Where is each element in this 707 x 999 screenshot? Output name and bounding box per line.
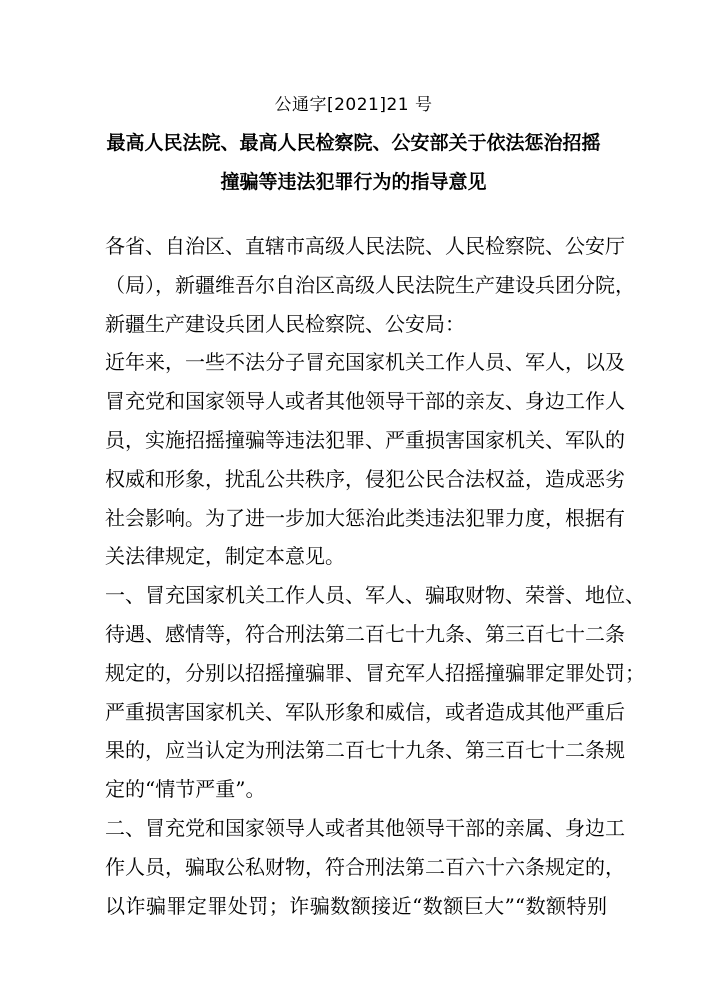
- body-line: 近年来，一些不法分子冒充国家机关工作人员、军人，以及: [105, 350, 625, 375]
- body-line: 作人员，骗取公私财物，符合刑法第二百六十六条规定的，: [105, 854, 625, 879]
- body-line: 果的，应当认定为刑法第二百七十九条、第三百七十二条规: [105, 738, 625, 763]
- body-line: 关法律规定，制定本意见。: [105, 544, 345, 569]
- body-line: （局），新疆维吾尔自治区高级人民法院生产建设兵团分院，: [105, 272, 635, 297]
- document-body: [105, 227, 645, 925]
- body-line: 冒充党和国家领导人或者其他领导干部的亲友、身边工作人: [105, 389, 625, 414]
- body-line: 定的“情节严重”。: [105, 777, 266, 802]
- body-line: 严重损害国家机关、军队形象和威信，或者造成其他严重后: [105, 699, 625, 724]
- body-line: 权威和形象，扰乱公共秩序，侵犯公民合法权益，造成恶劣: [105, 466, 625, 491]
- document-title-line-2: 撞骗等违法犯罪行为的指导意见: [220, 171, 487, 193]
- body-line: 二、冒充党和国家领导人或者其他领导干部的亲属、身边工: [105, 815, 625, 840]
- body-line: 社会影响。为了进一步加大惩治此类违法犯罪力度，根据有: [105, 505, 625, 530]
- body-line: 各省、自治区、直辖市高级人民法院、人民检察院、公安厅: [105, 234, 625, 258]
- document-number: 公通字[2021]21 号: [274, 95, 433, 115]
- body-line: 以诈骗罪定罪处罚；诈骗数额接近“数额巨大”“数额特别: [105, 893, 607, 918]
- body-line: 员，实施招摇撞骗等违法犯罪、严重损害国家机关、军队的: [105, 427, 625, 452]
- body-line: 新疆生产建设兵团人民检察院、公安局：: [105, 311, 465, 336]
- body-line: 一、冒充国家机关工作人员、军人、骗取财物、荣誉、地位、: [105, 583, 645, 608]
- body-line: 规定的，分别以招摇撞骗罪、冒充军人招摇撞骗罪定罪处罚；: [105, 660, 645, 685]
- body-line: 待遇、感情等，符合刑法第二百七十九条、第三百七十二条: [105, 621, 625, 646]
- document-title-line-1: 最高人民法院、最高人民检察院、公安部关于依法惩治招摇: [106, 132, 601, 154]
